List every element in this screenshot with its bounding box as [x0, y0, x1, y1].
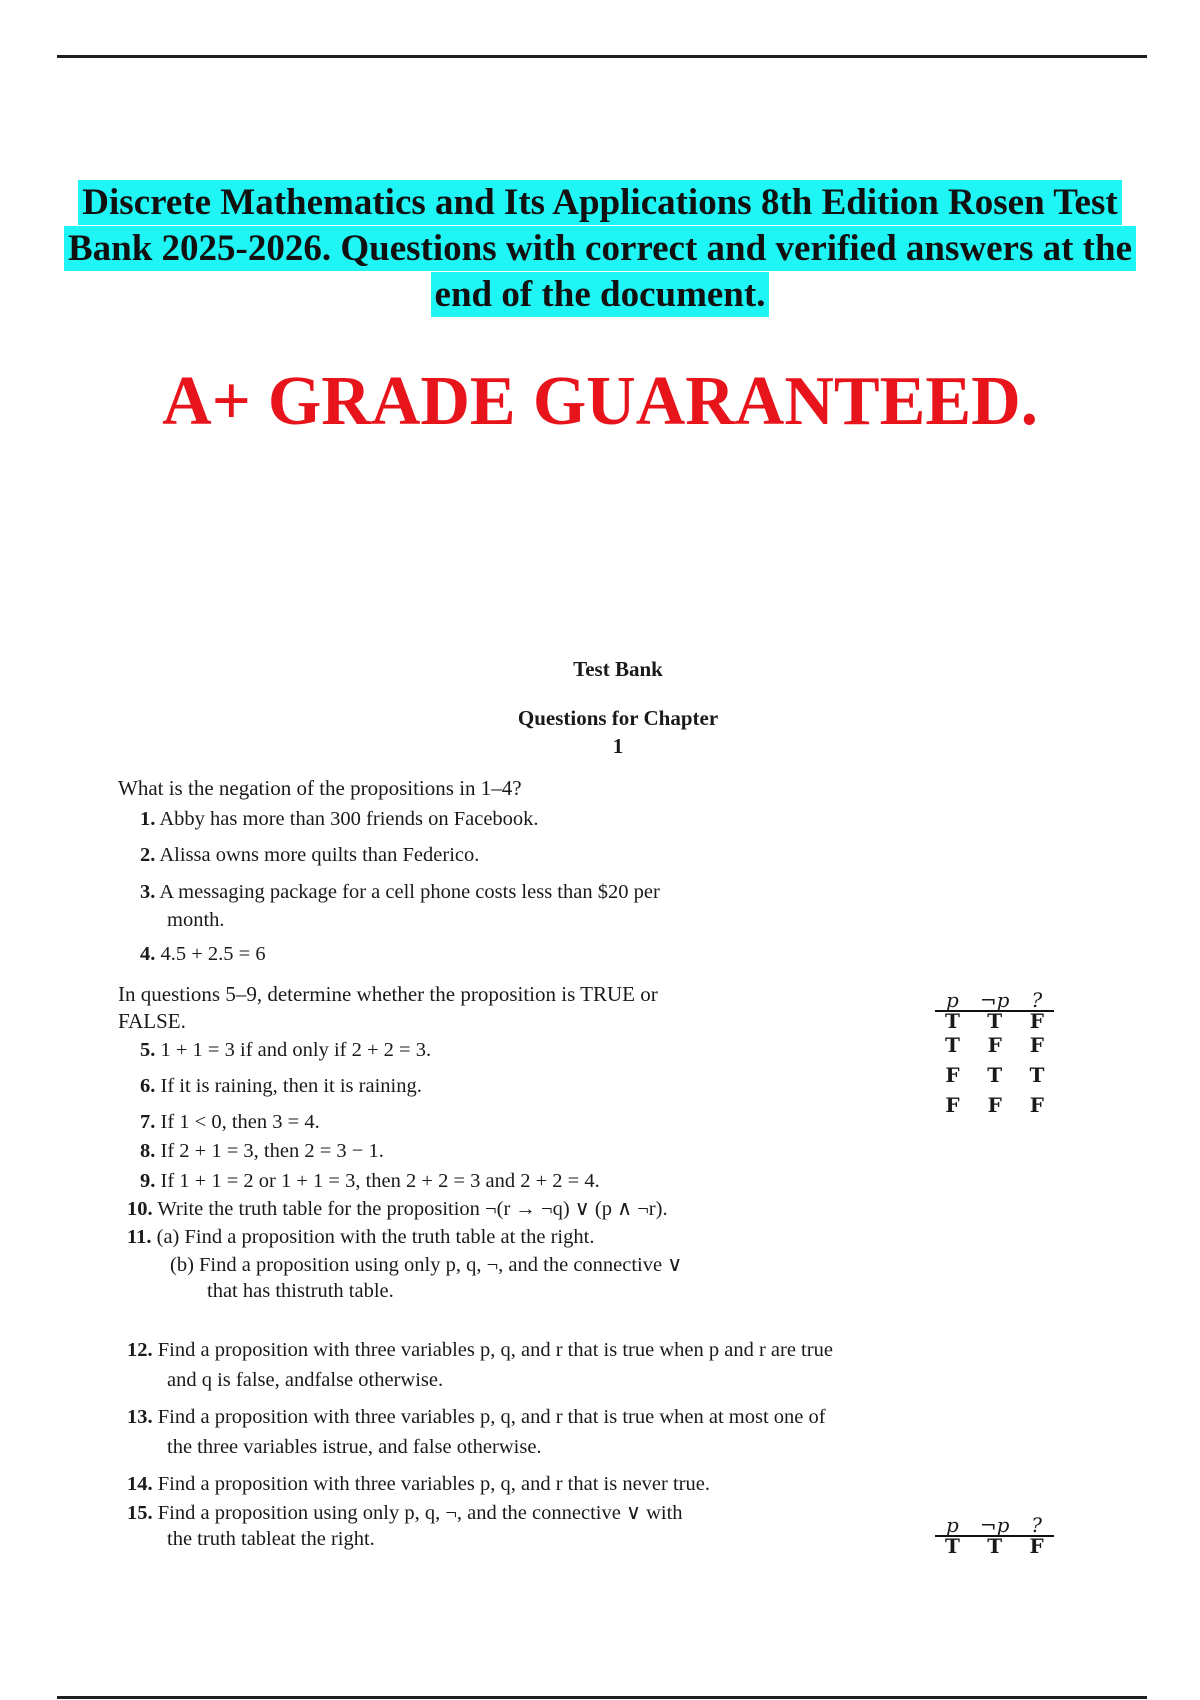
grade-banner: A+ GRADE GUARANTEED.	[162, 363, 1038, 440]
truth-table-cell: F	[1029, 1009, 1044, 1033]
truth-table-2	[935, 1513, 1054, 1558]
question-number: 12.	[127, 1339, 153, 1361]
question-15-continued: the truth tableat the right.	[167, 1528, 375, 1550]
truth-table-cell: F	[987, 1093, 1002, 1117]
question-5	[140, 1037, 431, 1064]
question-2	[140, 842, 479, 869]
question-9	[140, 1168, 600, 1195]
question-number: 7.	[140, 1111, 156, 1133]
intro-line-1: In questions 5–9, determine whether the proposition is TRUE or	[118, 982, 658, 1006]
question-number: 1.	[140, 808, 156, 830]
question-number: 5.	[140, 1039, 156, 1061]
question-11-part-b: (b) Find a proposition using only p, q, ¬, and the connective ∨	[170, 1254, 683, 1276]
truth-table-header: ¬p	[970, 990, 1020, 1011]
question-text: Abby has more than 300 friends on Facebook.	[159, 808, 539, 830]
question-8	[140, 1138, 384, 1165]
question-text: 1 + 1 = 3 if and only if 2 + 2 = 3.	[160, 1039, 432, 1061]
question-13-continued: the three variables istrue, and false otherwise.	[167, 1436, 542, 1458]
question-6	[140, 1073, 422, 1100]
question-number: 4.	[140, 943, 156, 965]
truth-table-cell: T	[987, 1009, 1003, 1033]
truth-table-header: p	[935, 990, 970, 1011]
truth-table-cell: F	[1029, 1093, 1044, 1117]
question-text: 4.5 + 2.5 = 6	[160, 943, 266, 965]
question-number: 11.	[127, 1226, 152, 1248]
question-number: 3.	[140, 881, 156, 903]
title-line-3: end of the document.	[431, 272, 770, 317]
question-1	[140, 806, 539, 833]
truth-table-cell: F	[987, 1033, 1002, 1057]
question-text: Find a proposition using only p, q, ¬, and the connective ∨ with	[157, 1502, 683, 1524]
question-text: If it is raining, then it is raining.	[160, 1075, 422, 1097]
truth-table-cell: F	[945, 1093, 960, 1117]
title-line-2: Bank 2025-2026. Questions with correct and verified answers at the	[64, 226, 1136, 271]
question-text: A messaging package for a cell phone costs less than $20 per	[159, 881, 660, 903]
section-title: Test Bank	[573, 657, 663, 681]
question-number: 14.	[127, 1473, 153, 1495]
question-number: 15.	[127, 1502, 153, 1524]
truth-table-cell: T	[945, 1009, 960, 1033]
question-number: 8.	[140, 1140, 156, 1162]
truth-table-header: ¬p	[970, 1515, 1020, 1536]
top-rule	[57, 55, 1147, 58]
question-text: Write the truth table for the proposition ¬(r → ¬q) ∨ (p ∧ ¬r).	[157, 1198, 668, 1220]
question-3	[140, 879, 660, 906]
truth-table-cell: F	[945, 1063, 960, 1087]
truth-table-header: ?	[1019, 990, 1054, 1011]
question-12	[127, 1337, 833, 1364]
question-14	[127, 1471, 710, 1498]
question-text: Find a proposition with three variables p, q, and r that is never true.	[157, 1473, 710, 1495]
truth-table-1	[935, 990, 1054, 1120]
question-text: If 1 < 0, then 3 = 4.	[160, 1111, 320, 1133]
intro-line-2: FALSE.	[118, 1009, 186, 1033]
question-15	[127, 1500, 683, 1527]
section-subtitle: Questions for Chapter	[517, 706, 719, 730]
question-text: If 1 + 1 = 2 or 1 + 1 = 3, then 2 + 2 = 3 and 2 + 2 = 4.	[160, 1170, 600, 1192]
chapter-number: 1	[612, 734, 624, 758]
question-number: 13.	[127, 1406, 153, 1428]
question-12-continued: and q is false, andfalse otherwise.	[167, 1369, 444, 1391]
question-part-a: (a) Find a proposition with the truth table at the right.	[156, 1226, 595, 1248]
truth-table-cell: F	[1029, 1033, 1044, 1057]
question-11	[127, 1224, 594, 1251]
bottom-rule	[57, 1696, 1147, 1699]
intro-questions-5-9	[118, 981, 658, 1035]
truth-table-cell: T	[945, 1534, 960, 1558]
question-4	[140, 941, 266, 968]
question-number: 6.	[140, 1075, 156, 1097]
question-10	[127, 1196, 668, 1223]
truth-table-cell: T	[945, 1033, 960, 1057]
question-number: 10.	[127, 1198, 153, 1220]
question-text: Find a proposition with three variables p, q, and r that is true when p and r are true	[157, 1339, 833, 1361]
truth-table-header: p	[935, 1515, 970, 1536]
question-text: If 2 + 1 = 3, then 2 = 3 − 1.	[160, 1140, 384, 1162]
question-number: 2.	[140, 844, 156, 866]
question-7	[140, 1109, 320, 1136]
question-text: Alissa owns more quilts than Federico.	[159, 844, 480, 866]
question-11-part-b-continued: that has thistruth table.	[207, 1280, 394, 1302]
truth-table-cell: F	[1029, 1534, 1044, 1558]
truth-table-cell: T	[987, 1063, 1003, 1087]
truth-table-cell: T	[1029, 1063, 1045, 1087]
truth-table-header: ?	[1019, 1515, 1053, 1536]
title-line-1: Discrete Mathematics and Its Applications 8th Edition Rosen Test	[78, 180, 1121, 225]
document-title	[20, 180, 1180, 318]
question-text: Find a proposition with three variables p, q, and r that is true when at most one of	[157, 1406, 826, 1428]
question-13	[127, 1404, 826, 1431]
intro-questions-1-4: What is the negation of the propositions in 1–4?	[118, 776, 522, 800]
question-3-continued: month.	[167, 909, 225, 931]
truth-table-cell: T	[987, 1534, 1003, 1558]
question-number: 9.	[140, 1170, 156, 1192]
